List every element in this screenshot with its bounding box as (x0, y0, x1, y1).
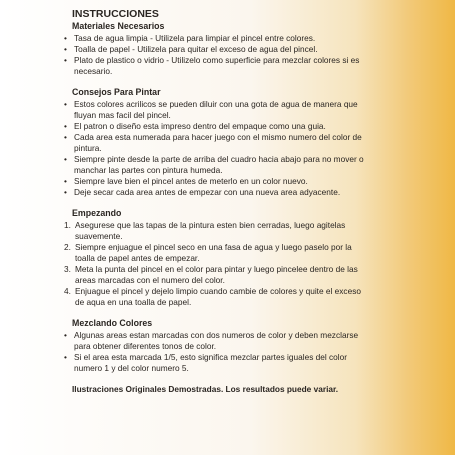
section-heading-empezando: Empezando (72, 208, 122, 218)
bullet-icon: • (64, 121, 67, 131)
section-materiales (64, 21, 364, 77)
list-item: • Cada area esta numerada para hacer juego con el mismo numero del color de pintura. (64, 132, 362, 153)
step-number: 4. (64, 286, 71, 296)
bullet-icon: • (64, 187, 67, 197)
page-title: INSTRUCCIONES (72, 8, 159, 20)
list-item: • Estos colores acrilicos se pueden diluir con una gota de agua de manera que fluyan mas facil del pincel. (64, 99, 358, 120)
bullet-icon: • (64, 352, 67, 362)
section-mezclando (64, 318, 364, 374)
bullet-icon: • (64, 33, 67, 43)
section-heading-consejos: Consejos Para Pintar (72, 87, 161, 97)
bullet-icon: • (64, 132, 67, 142)
step-number: 2. (64, 242, 71, 252)
materiales-list (64, 33, 364, 77)
instructions-content (64, 8, 364, 395)
section-heading-mezclando: Mezclando Colores (72, 318, 153, 328)
list-item: • Siempre pinte desde la parte de arriba del cuadro hacia abajo para no mover o manchar las partes con pintura humeda. (64, 154, 364, 175)
list-item: 1. Asegurese que las tapas de la pintura esten bien cerradas, luego agitelas suavemente. (64, 220, 346, 241)
section-consejos (64, 87, 364, 198)
consejos-list (64, 99, 364, 198)
mezclando-list (64, 330, 364, 374)
step-number: 3. (64, 264, 71, 274)
bullet-icon: • (64, 99, 67, 109)
list-item: • Deje secar cada area antes de empezar con una nueva area adyacente. (64, 187, 341, 197)
bullet-icon: • (64, 330, 67, 340)
section-empezando (64, 208, 364, 308)
list-item: • Si el area esta marcada 1/5, esto significa mezclar partes iguales del color numero 1 y del color numero 5. (64, 352, 348, 373)
step-number: 1. (64, 220, 71, 230)
empezando-list (64, 220, 364, 308)
bullet-icon: • (64, 154, 67, 164)
list-item: 2. Siempre enjuague el pincel seco en una fasa de agua y luego paselo por la toalla de papel antes de empezar. (64, 242, 352, 263)
list-item: • Tasa de agua limpia - Utilizela para limpiar el pincel entre colores. (64, 33, 316, 43)
bullet-icon: • (64, 176, 67, 186)
list-item: • Plato de plastico o vidrio - Utilizelo como superficie para mezclar colores si es necesario. (64, 55, 360, 76)
list-item: 4. Enjuague el pincel y dejelo limpio cuando cambie de colores y quite el exceso de aqua en una toalla de papel. (64, 286, 361, 307)
section-heading-materiales: Materiales Necesarios (72, 21, 165, 31)
list-item: • Toalla de papel - Utilizela para quitar el exceso de agua del pincel. (64, 44, 318, 54)
footer-note: Ilustraciones Originales Demostradas. Los resultados puede variar. (72, 384, 339, 394)
list-item: • Siempre lave bien el pincel antes de meterlo en un color nuevo. (64, 176, 308, 186)
bullet-icon: • (64, 44, 67, 54)
list-item: 3. Meta la punta del pincel en el color para pintar y luego pincelee dentro de las areas marcadas con el numero del color. (64, 264, 358, 285)
bullet-icon: • (64, 55, 67, 65)
list-item: • Algunas areas estan marcadas con dos numeros de color y deben mezclarse para obtener diferentes tonos de color. (64, 330, 359, 351)
list-item: • El patron o diseño esta impreso dentro del empaque como una guia. (64, 121, 326, 131)
